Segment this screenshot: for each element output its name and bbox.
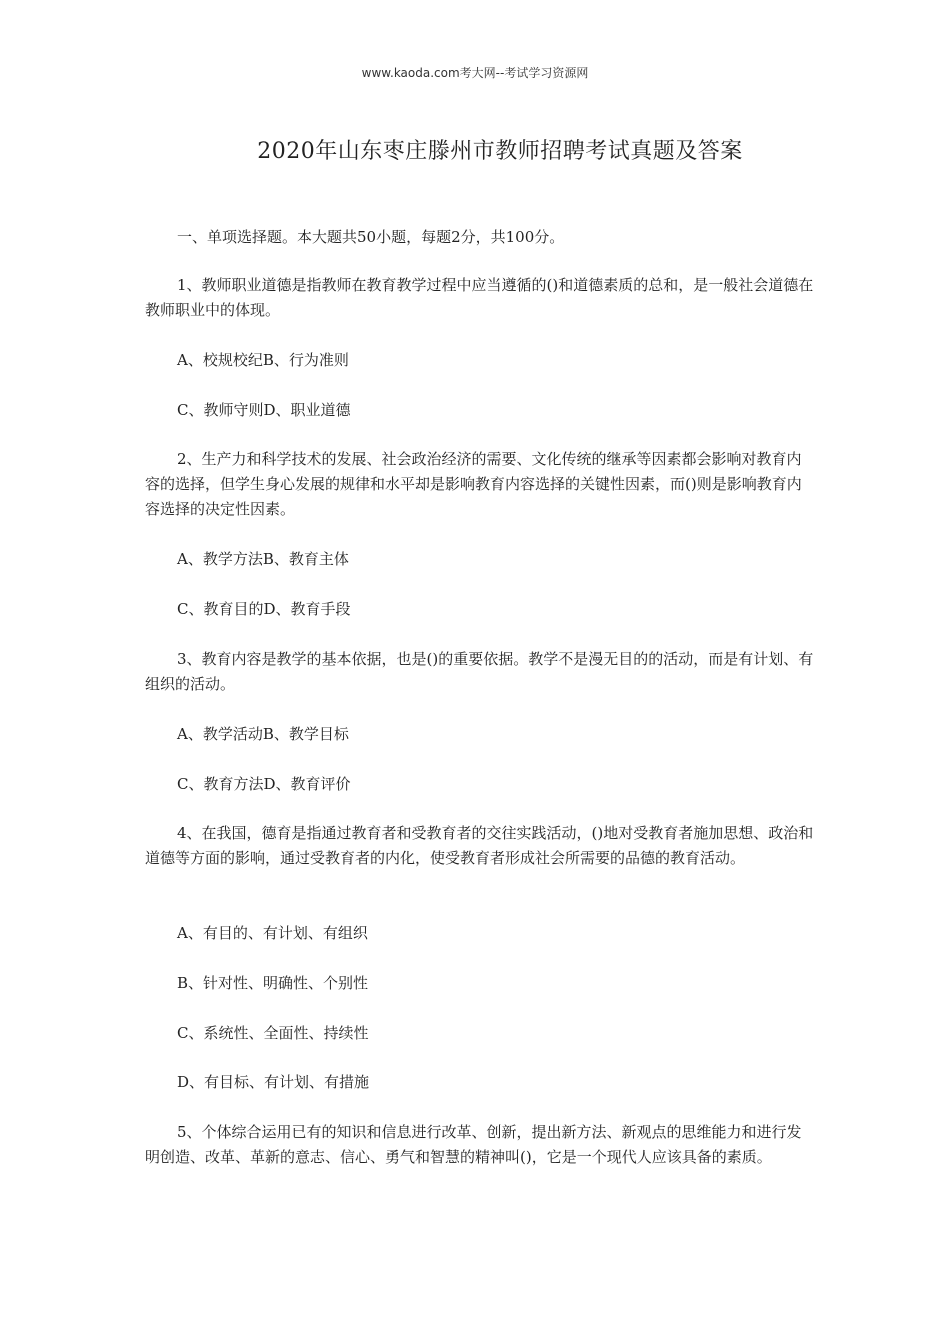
- document-title: 2020年山东枣庄滕州市教师招聘考试真题及答案: [257, 139, 743, 164]
- page-header: www.kaoda.com考大网--考试学习资源网: [361, 66, 589, 80]
- question-2-stem: 2、生产力和科学技术的发展、社会政治经济的需要、文化传统的继承等因素都会影响对教育内容的选择，但学生身心发展的规律和水平却是影响教育内容选择的关键性因素，而()则是影响教育内容选择的决定性因素。: [145, 450, 802, 518]
- question-1-stem: 1、教师职业道德是指教师在教育教学过程中应当遵循的()和道德素质的总和，是一般社会道德在教师职业中的体现。: [145, 276, 814, 319]
- question-4-stem: 4、在我国，德育是指通过教育者和受教育者的交往实践活动，()地对受教育者施加思想、政治和道德等方面的影响，通过受教育者的内化，使受教育者形成社会所需要的品德的教育活动。: [145, 824, 814, 867]
- question-3-options-ab: A、教学活动B、教学目标: [177, 725, 349, 743]
- section-heading: 一、单项选择题。本大题共50小题，每题2分，共100分。: [177, 228, 565, 246]
- question-2-options-ab: A、教学方法B、教育主体: [177, 550, 349, 568]
- question-4-option-a: A、有目的、有计划、有组织: [177, 924, 368, 942]
- question-4-option-d: D、有目标、有计划、有措施: [177, 1073, 370, 1091]
- question-3-options-cd: C、教育方法D、教育评价: [177, 775, 351, 793]
- question-5-stem: 5、个体综合运用已有的知识和信息进行改革、创新，提出新方法、新观点的思维能力和进行发明创造、改革、革新的意志、信心、勇气和智慧的精神叫()，它是一个现代人应该具备的素质。: [145, 1123, 802, 1166]
- question-3-stem: 3、教育内容是教学的基本依据，也是()的重要依据。教学不是漫无目的的活动，而是有计划、有组织的活动。: [145, 650, 814, 693]
- question-1-options-ab: A、校规校纪B、行为准则: [177, 351, 349, 369]
- question-2-options-cd: C、教育目的D、教育手段: [177, 600, 351, 618]
- question-4-option-c: C、系统性、全面性、持续性: [177, 1024, 369, 1042]
- question-4-option-b: B、针对性、明确性、个别性: [177, 974, 369, 992]
- question-1-options-cd: C、教师守则D、职业道德: [177, 401, 351, 419]
